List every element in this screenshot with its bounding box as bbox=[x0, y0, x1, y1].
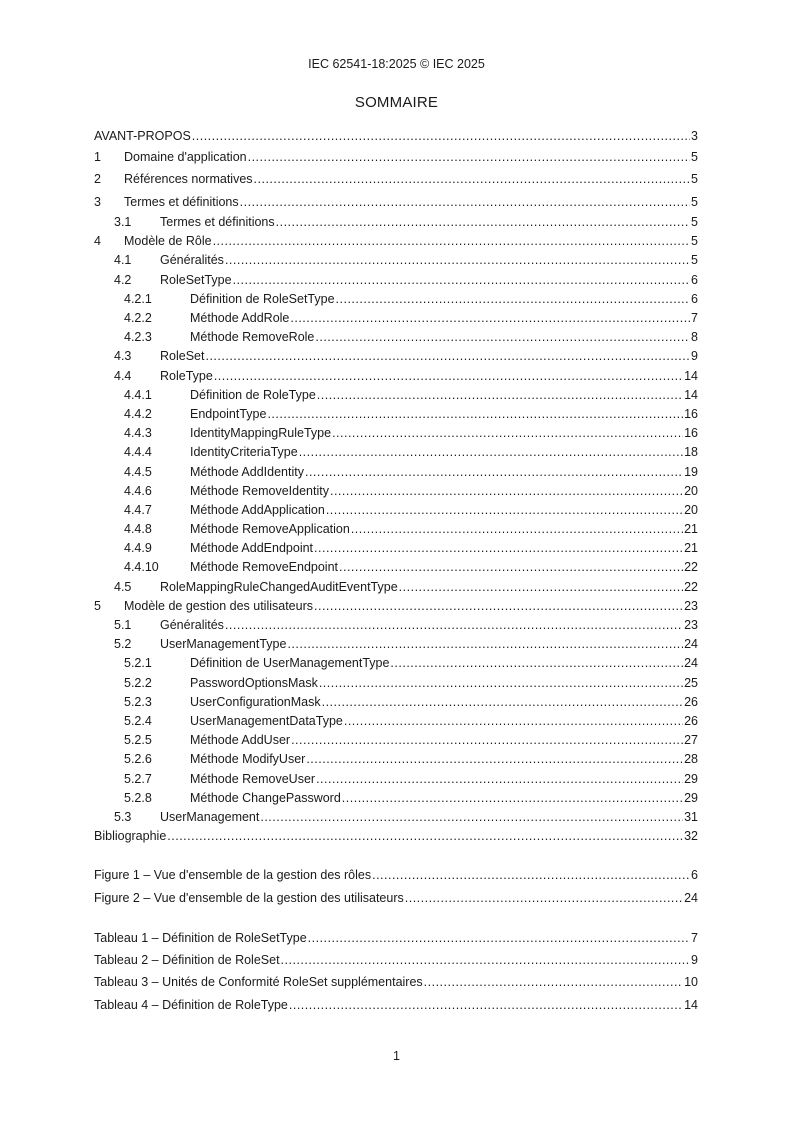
toc-leader-dots bbox=[308, 927, 690, 949]
toc-entry-number: 4.2.3 bbox=[124, 330, 152, 345]
toc-entry-number: 4.2 bbox=[114, 272, 132, 287]
toc-entry-number: 5.1 bbox=[114, 618, 132, 633]
toc-entry-number: 4.4.4 bbox=[124, 445, 152, 460]
toc-leader-dots bbox=[299, 443, 683, 462]
toc-leader-dots bbox=[167, 827, 683, 846]
toc-entry[interactable] bbox=[94, 539, 698, 558]
toc-leader-dots bbox=[291, 731, 683, 750]
toc-leader-dots bbox=[276, 213, 690, 232]
toc-entry-number: 5.2.6 bbox=[124, 752, 152, 767]
toc-entry-number: 4.3 bbox=[114, 349, 132, 364]
toc-entry-title: Tableau 1 – Définition de RoleSetType bbox=[94, 930, 307, 945]
toc-leader-dots bbox=[326, 501, 683, 520]
toc-entry[interactable] bbox=[94, 927, 698, 949]
toc-entry[interactable] bbox=[94, 386, 698, 405]
toc-entry-title: Figure 2 – Vue d'ensemble de la gestion des utilisateurs bbox=[94, 890, 404, 905]
toc-entry[interactable] bbox=[94, 864, 698, 886]
toc-entry-title: AVANT-PROPOS bbox=[94, 129, 191, 143]
toc-entry-number: 5.2.2 bbox=[124, 675, 152, 690]
toc-entry-page: 14 bbox=[684, 387, 698, 402]
toc-entry-title: Méthode AddUser bbox=[190, 733, 291, 748]
toc-entry[interactable] bbox=[94, 808, 698, 827]
toc-entry-number: 1 bbox=[94, 150, 101, 165]
page-number: 1 bbox=[393, 1049, 400, 1063]
toc-entry[interactable] bbox=[94, 405, 698, 424]
page-title: SOMMAIRE bbox=[354, 94, 439, 111]
toc-entry[interactable] bbox=[94, 827, 698, 846]
toc-entry-title: Références normatives bbox=[124, 172, 253, 187]
toc-entry-title: UserManagement bbox=[160, 809, 260, 824]
toc-entry-title: Méthode RemoveEndpoint bbox=[190, 560, 339, 575]
toc-entry-number: 5.2.5 bbox=[124, 733, 152, 748]
toc-entry[interactable] bbox=[94, 271, 698, 290]
toc-entry-title: RoleMappingRuleChangedAuditEventType bbox=[160, 579, 398, 594]
toc-entry-page: 5 bbox=[691, 150, 698, 165]
toc-entry[interactable] bbox=[94, 520, 698, 539]
toc-entry-title: Définition de UserManagementType bbox=[190, 656, 390, 671]
toc-entry-number: 4.4.10 bbox=[124, 560, 159, 575]
toc-leader-dots bbox=[372, 864, 690, 886]
toc-entry-page: 27 bbox=[684, 733, 698, 748]
toc-entry-number: 4.2.1 bbox=[124, 291, 152, 306]
toc-entry-title: Bibliographie bbox=[94, 829, 167, 844]
toc-entry-number: 5.2.7 bbox=[124, 771, 152, 786]
toc-leader-dots bbox=[192, 127, 690, 146]
toc-entry-number: 4.2.2 bbox=[124, 311, 152, 326]
toc-entry-page: 14 bbox=[684, 368, 698, 383]
toc-entry[interactable] bbox=[94, 463, 698, 482]
toc-entry[interactable] bbox=[94, 750, 698, 769]
toc-entry-page: 9 bbox=[691, 953, 698, 968]
toc-entry-title: IdentityCriteriaType bbox=[190, 445, 298, 460]
toc-entry-page: 5 bbox=[691, 172, 698, 187]
toc-entry-number: 4.4.2 bbox=[124, 406, 152, 421]
toc-entry-page: 18 bbox=[684, 445, 698, 460]
toc-entry-number: 5 bbox=[94, 598, 101, 613]
toc-entry-page: 26 bbox=[684, 713, 698, 728]
toc-entry-title: UserConfigurationMask bbox=[190, 694, 321, 709]
toc-leader-dots bbox=[399, 578, 683, 597]
toc-entry-number: 4.4.1 bbox=[124, 387, 152, 402]
toc-entry-page: 19 bbox=[684, 464, 698, 479]
toc-entry-number: 5.3 bbox=[114, 809, 132, 824]
toc-entry-number: 4 bbox=[94, 234, 101, 249]
toc-entry-number: 4.4.7 bbox=[124, 502, 152, 517]
toc-entry-title: EndpointType bbox=[190, 406, 267, 421]
toc-entry-page: 24 bbox=[684, 656, 698, 671]
toc-leader-dots bbox=[287, 635, 683, 654]
toc-entry[interactable] bbox=[94, 789, 698, 808]
toc-entry[interactable] bbox=[94, 443, 698, 462]
spacer bbox=[94, 846, 698, 864]
toc-entry-title: PasswordOptionsMask bbox=[190, 675, 318, 690]
toc-leader-dots bbox=[332, 424, 683, 443]
toc-entry[interactable] bbox=[94, 674, 698, 693]
toc-entry-number: 4.4.6 bbox=[124, 483, 152, 498]
toc-entry-page: 23 bbox=[684, 598, 698, 613]
toc-entry-title: Tableau 2 – Définition de RoleSet bbox=[94, 953, 280, 968]
toc-entry-title: Modèle de Rôle bbox=[124, 234, 212, 249]
toc-leader-dots bbox=[233, 271, 690, 290]
toc-entry-number: 2 bbox=[94, 172, 101, 187]
toc-entry-number: 5.2.1 bbox=[124, 656, 152, 671]
toc-entry-number: 5.2 bbox=[114, 637, 132, 652]
toc-entry-title: Méthode RemoveIdentity bbox=[190, 483, 329, 498]
toc-leader-dots bbox=[205, 347, 690, 366]
toc-entry-title: Méthode ChangePassword bbox=[190, 790, 341, 805]
toc-entry-title: Méthode AddRole bbox=[190, 311, 290, 326]
toc-entry[interactable] bbox=[94, 501, 698, 520]
toc-entry-page: 20 bbox=[684, 483, 698, 498]
toc-leader-dots bbox=[290, 309, 690, 328]
toc-entry[interactable] bbox=[94, 558, 698, 577]
toc-leader-dots bbox=[316, 770, 683, 789]
toc-leader-dots bbox=[315, 328, 690, 347]
toc-leader-dots bbox=[344, 712, 683, 731]
toc-entry[interactable] bbox=[94, 949, 698, 971]
toc-leader-dots bbox=[267, 405, 683, 424]
toc-entry-page: 29 bbox=[684, 790, 698, 805]
toc-entry-page: 5 bbox=[691, 253, 698, 268]
toc-entry[interactable] bbox=[94, 251, 698, 270]
toc-leader-dots bbox=[254, 168, 691, 190]
toc-entry-page: 25 bbox=[684, 675, 698, 690]
toc-entry[interactable] bbox=[94, 994, 698, 1016]
toc-leader-dots bbox=[260, 808, 683, 827]
toc-leader-dots bbox=[248, 146, 690, 168]
toc-entry[interactable] bbox=[94, 232, 698, 251]
toc-entry-page: 21 bbox=[684, 522, 698, 537]
toc-leader-dots bbox=[225, 616, 683, 635]
toc-leader-dots bbox=[281, 949, 691, 971]
toc-entry-title: Tableau 4 – Définition de RoleType bbox=[94, 997, 288, 1012]
toc-entry-title: UserManagementType bbox=[160, 637, 287, 652]
toc-leader-dots bbox=[314, 539, 683, 558]
toc-entry-number: 5.2.4 bbox=[124, 713, 152, 728]
toc-entry[interactable] bbox=[94, 213, 698, 232]
toc-leader-dots bbox=[322, 693, 683, 712]
toc-entry-title: RoleType bbox=[160, 368, 213, 383]
toc-entry[interactable] bbox=[94, 654, 698, 673]
toc-entry-number: 4.4.9 bbox=[124, 541, 152, 556]
toc-entry[interactable] bbox=[94, 693, 698, 712]
toc-entry-page: 32 bbox=[684, 829, 698, 844]
table-of-contents bbox=[94, 127, 698, 1016]
toc-entry-title: Méthode RemoveRole bbox=[190, 330, 315, 345]
toc-entry-page: 24 bbox=[684, 637, 698, 652]
toc-entry[interactable] bbox=[94, 971, 698, 993]
toc-entry-page: 3 bbox=[691, 129, 698, 143]
toc-leader-dots bbox=[305, 463, 683, 482]
toc-entry-page: 28 bbox=[684, 752, 698, 767]
toc-entry[interactable] bbox=[94, 482, 698, 501]
toc-entry-title: UserManagementDataType bbox=[190, 713, 343, 728]
toc-entry-title: Méthode ModifyUser bbox=[190, 752, 306, 767]
toc-entry-title: Méthode RemoveApplication bbox=[190, 522, 350, 537]
toc-entry-title: Généralités bbox=[160, 253, 224, 268]
toc-entry-title: IdentityMappingRuleType bbox=[190, 426, 332, 441]
toc-leader-dots bbox=[240, 191, 690, 213]
toc-entry-page: 20 bbox=[684, 502, 698, 517]
toc-entry-page: 22 bbox=[684, 579, 698, 594]
toc-entry-title: Méthode AddEndpoint bbox=[190, 541, 314, 556]
toc-entry-number: 4.4.8 bbox=[124, 522, 152, 537]
toc-entry-page: 21 bbox=[684, 541, 698, 556]
toc-entry[interactable] bbox=[94, 309, 698, 328]
toc-entry-title: Définition de RoleType bbox=[190, 387, 316, 402]
toc-entry-title: RoleSet bbox=[160, 349, 205, 364]
toc-entry[interactable] bbox=[94, 290, 698, 309]
toc-entry[interactable] bbox=[94, 127, 698, 146]
toc-leader-dots bbox=[330, 482, 683, 501]
toc-entry-title: Termes et définitions bbox=[160, 215, 275, 230]
toc-leader-dots bbox=[213, 232, 690, 251]
toc-entry[interactable] bbox=[94, 731, 698, 750]
toc-entry-title: Domaine d'application bbox=[124, 150, 247, 165]
toc-leader-dots bbox=[225, 251, 690, 270]
toc-leader-dots bbox=[390, 654, 683, 673]
toc-leader-dots bbox=[342, 789, 683, 808]
toc-entry[interactable] bbox=[94, 328, 698, 347]
toc-entry-title: Tableau 3 – Unités de Conformité RoleSet supplémentaires bbox=[94, 975, 423, 990]
toc-entry-title: Généralités bbox=[160, 618, 224, 633]
spacer bbox=[94, 909, 698, 927]
toc-leader-dots bbox=[351, 520, 683, 539]
toc-leader-dots bbox=[336, 290, 691, 309]
toc-entry[interactable] bbox=[94, 191, 698, 213]
toc-entry-page: 6 bbox=[691, 868, 698, 883]
toc-entry-number: 3 bbox=[94, 194, 101, 209]
toc-entry-number: 4.4 bbox=[114, 368, 132, 383]
toc-entry-page: 7 bbox=[691, 930, 698, 945]
toc-entry-page: 5 bbox=[691, 215, 698, 230]
toc-entry-page: 31 bbox=[684, 809, 698, 824]
toc-entry-title: RoleSetType bbox=[160, 272, 232, 287]
toc-entry-page: 14 bbox=[684, 997, 698, 1012]
toc-entry-number: 4.5 bbox=[114, 579, 132, 594]
toc-leader-dots bbox=[289, 994, 683, 1016]
toc-entry[interactable] bbox=[94, 616, 698, 635]
toc-entry-page: 24 bbox=[684, 890, 698, 905]
toc-entry-title: Méthode AddIdentity bbox=[190, 464, 304, 479]
toc-entry-page: 8 bbox=[691, 330, 698, 345]
toc-leader-dots bbox=[314, 597, 683, 616]
toc-entry[interactable] bbox=[94, 770, 698, 789]
toc-entry-page: 16 bbox=[684, 406, 698, 421]
toc-leader-dots bbox=[214, 367, 683, 386]
toc-entry-page: 5 bbox=[691, 234, 698, 249]
toc-entry-page: 6 bbox=[691, 291, 698, 306]
toc-entry-number: 4.4.5 bbox=[124, 464, 152, 479]
toc-entry-number: 4.4.3 bbox=[124, 426, 152, 441]
toc-entry-page: 5 bbox=[691, 194, 698, 209]
toc-leader-dots bbox=[306, 750, 683, 769]
toc-entry-page: 22 bbox=[684, 560, 698, 575]
toc-entry-title: Méthode RemoveUser bbox=[190, 771, 316, 786]
toc-entry-page: 23 bbox=[684, 618, 698, 633]
toc-entry[interactable] bbox=[94, 146, 698, 168]
toc-entry-title: Figure 1 – Vue d'ensemble de la gestion des rôles bbox=[94, 868, 372, 883]
toc-entry-number: 5.2.8 bbox=[124, 790, 152, 805]
toc-entry-title: Définition de RoleSetType bbox=[190, 291, 335, 306]
toc-entry-page: 29 bbox=[684, 771, 698, 786]
toc-entry-number: 4.1 bbox=[114, 253, 132, 268]
page-header: IEC 62541-18:2025 © IEC 2025 bbox=[308, 57, 485, 71]
toc-entry-number: 5.2.3 bbox=[124, 694, 152, 709]
toc-entry-title: Termes et définitions bbox=[124, 194, 239, 209]
toc-entry[interactable] bbox=[94, 367, 698, 386]
toc-leader-dots bbox=[405, 887, 683, 909]
toc-entry[interactable] bbox=[94, 168, 698, 190]
toc-entry[interactable] bbox=[94, 887, 698, 909]
toc-leader-dots bbox=[317, 386, 683, 405]
toc-entry[interactable] bbox=[94, 578, 698, 597]
toc-entry[interactable] bbox=[94, 635, 698, 654]
toc-entry[interactable] bbox=[94, 424, 698, 443]
toc-leader-dots bbox=[319, 674, 683, 693]
toc-leader-dots bbox=[339, 558, 683, 577]
toc-entry-page: 26 bbox=[684, 694, 698, 709]
toc-entry-page: 10 bbox=[684, 975, 698, 990]
toc-entry-page: 7 bbox=[691, 311, 698, 326]
toc-entry-number: 3.1 bbox=[114, 215, 132, 230]
toc-entry[interactable] bbox=[94, 347, 698, 366]
toc-entry-page: 6 bbox=[691, 272, 698, 287]
toc-entry-title: Méthode AddApplication bbox=[190, 502, 325, 517]
toc-entry-title: Modèle de gestion des utilisateurs bbox=[124, 598, 314, 613]
toc-entry-page: 9 bbox=[691, 349, 698, 364]
toc-leader-dots bbox=[424, 971, 683, 993]
toc-entry[interactable] bbox=[94, 712, 698, 731]
toc-entry[interactable] bbox=[94, 597, 698, 616]
toc-entry-page: 16 bbox=[684, 426, 698, 441]
